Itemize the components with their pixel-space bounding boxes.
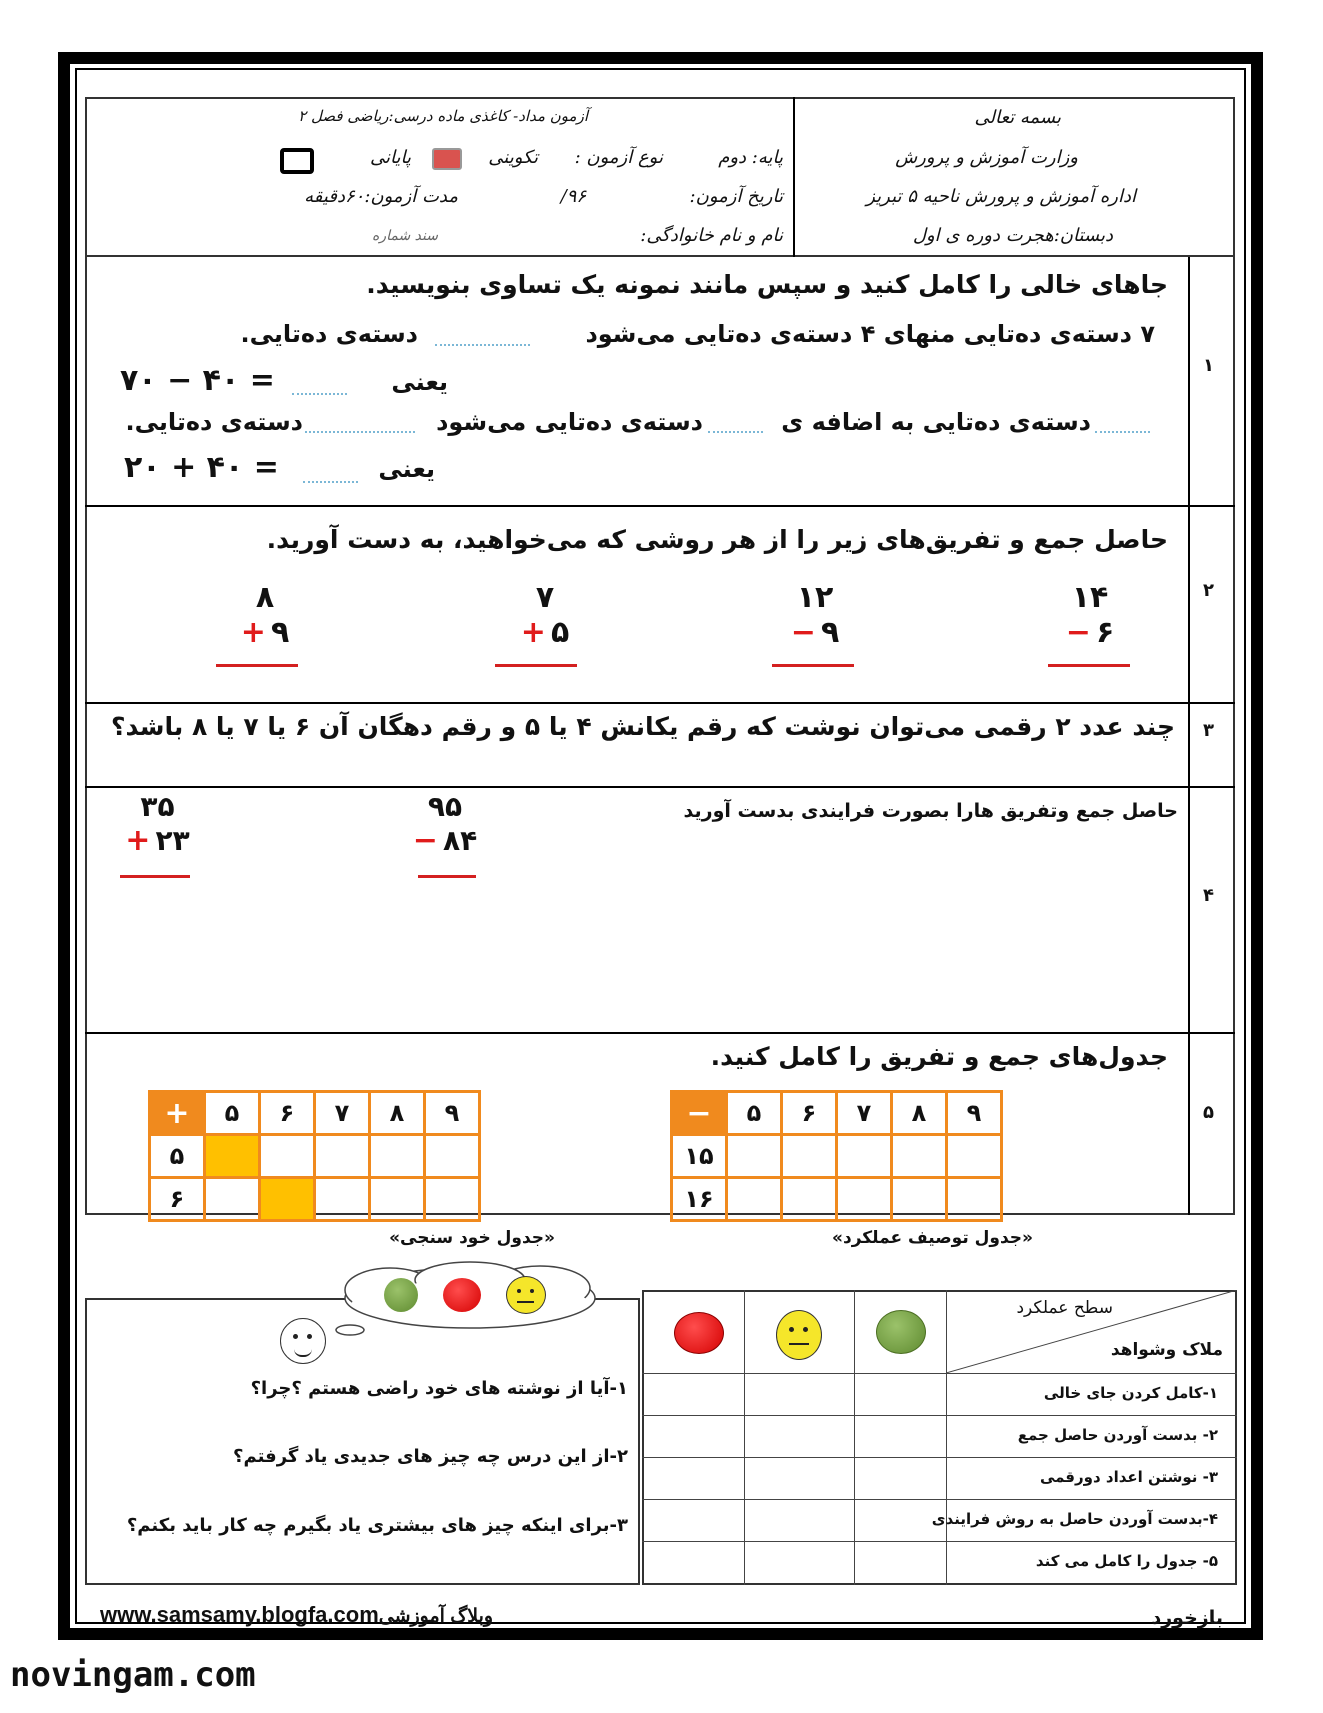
- divider-q4-q5: [85, 1032, 1235, 1034]
- sub-cell[interactable]: [892, 1178, 947, 1221]
- q2-p3-top: ۷: [535, 580, 555, 615]
- final-checkbox[interactable]: [280, 148, 314, 174]
- q1-yani-1: یعنی: [391, 368, 448, 396]
- duration: مدت آزمون:۶۰دقیقه: [304, 186, 458, 207]
- add-cell-highlighted[interactable]: [205, 1135, 260, 1178]
- add-cell-highlighted[interactable]: [260, 1178, 315, 1221]
- q4-p2-bottom: ۲۳: [155, 824, 190, 857]
- cloud-green-circle-icon: [384, 1278, 418, 1312]
- sub-row-1: ۱۵: [672, 1135, 727, 1178]
- perf-criterion-2: ۲- بدست آوردن حاصل جمع: [1017, 1426, 1218, 1444]
- green-circle-icon: [876, 1310, 926, 1354]
- feedback-label: بازخورد: [1151, 1607, 1223, 1629]
- basmala: بسمه تعالی: [974, 107, 1061, 128]
- q2-instruction: حاصل جمع و تفریق‌های زیر را از هر روشی که می‌خواهید، به دست آورید.: [266, 525, 1168, 554]
- q1-instruction: جاهای خالی را کامل کنید و سپس مانند نمونه یک تساوی بنویسید.: [366, 270, 1168, 299]
- sub-col-4: ۸: [892, 1092, 947, 1135]
- q1-equation-1: ۷۰ − ۴۰ =: [120, 363, 275, 398]
- perf-row-line: [642, 1541, 1237, 1542]
- q4-p1-line: [418, 875, 476, 878]
- addition-table: [148, 1090, 481, 1222]
- q4-p2-op: +: [125, 823, 151, 858]
- sub-col-5: ۹: [947, 1092, 1002, 1135]
- q3-text: چند عدد ۲ رقمی می‌توان نوشت که رقم یکانش ۴ یا ۵ و رقم دهگان آن ۶ یا ۷ یا ۸ باشد؟: [110, 712, 1175, 741]
- q2-p3-op: +: [520, 615, 546, 650]
- q2-p4-line: [216, 664, 298, 667]
- add-cell[interactable]: [205, 1178, 260, 1221]
- exam-type-final: پایانی: [369, 147, 411, 168]
- q4-p1-bottom: ۸۴: [443, 824, 478, 857]
- q2-p4-top: ۸: [255, 580, 275, 615]
- sub-cell[interactable]: [837, 1135, 892, 1178]
- q1-equation-2: ۲۰ + ۴۰ =: [124, 450, 279, 485]
- q2-p3-bottom: ۵: [550, 615, 570, 650]
- q2-p2-line: [772, 664, 854, 667]
- q1-line2-part3: دسته‌ی ده‌تایی.: [125, 408, 303, 436]
- q1-line1-part2: دسته‌ی ده‌تایی.: [240, 320, 418, 348]
- perf-row-line: [642, 1499, 1237, 1500]
- q3-number: ۳: [1203, 720, 1214, 741]
- q2-problem-4: [225, 580, 305, 650]
- q1-line2-part1: دسته‌ی ده‌تایی به اضافه ی: [781, 408, 1091, 436]
- q1-blank-1[interactable]: [435, 343, 530, 346]
- perf-row-line: [642, 1457, 1237, 1458]
- add-row-2: ۶: [150, 1178, 205, 1221]
- sub-cell[interactable]: [947, 1178, 1002, 1221]
- self-question-1: ۱-آیا از نوشته های خود راضی هستم ؟چرا؟: [250, 1378, 628, 1399]
- q5-instruction: جدول‌های جمع و تفریق را کامل کنید.: [710, 1042, 1168, 1071]
- add-col-3: ۷: [315, 1092, 370, 1135]
- q1-number: ۱: [1203, 355, 1214, 376]
- perf-criterion-1: ۱-کامل کردن جای خالی: [1043, 1384, 1218, 1402]
- add-col-5: ۹: [425, 1092, 480, 1135]
- name-label: نام و نام خانوادگی:: [640, 225, 783, 246]
- q2-p2-op: −: [790, 615, 816, 650]
- q2-p4-bottom: ۹: [270, 615, 290, 650]
- q2-p1-line: [1048, 664, 1130, 667]
- perf-criterion-4: ۴-بدست آوردن حاصل به روش فرایندی: [931, 1510, 1218, 1528]
- perf-row-line: [642, 1373, 1237, 1374]
- q4-problem-2: [115, 790, 200, 858]
- add-table-op: +: [150, 1092, 205, 1135]
- doc-number: سند شماره: [372, 228, 438, 244]
- q2-p1-op: −: [1065, 615, 1091, 650]
- add-cell[interactable]: [260, 1135, 315, 1178]
- add-cell[interactable]: [425, 1178, 480, 1221]
- perf-table-title: «جدول توصیف عملکرد»: [832, 1228, 1033, 1248]
- sub-row-2: ۱۶: [672, 1178, 727, 1221]
- q1-line1-part1: ۷ دسته‌ی ده‌تایی منهای ۴ دسته‌ی ده‌تایی می‌شود: [585, 320, 1155, 348]
- q1-blank-2[interactable]: [1095, 430, 1150, 433]
- sub-cell[interactable]: [892, 1135, 947, 1178]
- formative-checkbox-checked[interactable]: [432, 148, 462, 170]
- sub-cell[interactable]: [782, 1135, 837, 1178]
- q2-p3-line: [495, 664, 577, 667]
- perf-criterion-5: ۵- جدول را کامل می کند: [1035, 1552, 1218, 1570]
- q4-instruction: حاصل جمع وتفریق هارا بصورت فرایندی بدست آورید: [683, 800, 1178, 822]
- add-cell[interactable]: [370, 1135, 425, 1178]
- q1-answer-blank-2[interactable]: [303, 480, 358, 483]
- q1-yani-2: یعنی: [378, 455, 435, 483]
- school-name: دبستان:هجرت دوره ی اول: [912, 225, 1113, 246]
- red-circle-icon: [674, 1312, 724, 1354]
- q4-p2-top: ۳۵: [140, 790, 175, 823]
- ministry: وزارت آموزش و پرورش: [895, 147, 1078, 168]
- cloud-smiley-icon: [506, 1276, 546, 1314]
- q4-number: ۴: [1203, 885, 1214, 906]
- q4-p2-line: [120, 875, 190, 878]
- number-column-divider: [1188, 257, 1190, 1215]
- self-table-title: «جدول خود سنجی»: [389, 1228, 555, 1248]
- add-cell[interactable]: [315, 1178, 370, 1221]
- perf-level-label: سطح عملکرد: [1016, 1298, 1113, 1318]
- q4-problem-1: [410, 790, 480, 858]
- blog-footer: [100, 1602, 493, 1628]
- grade: پایه: دوم: [718, 147, 783, 168]
- self-question-3: ۳-برای اینکه چیز های بیشتری یاد بگیرم چه کار باید بکنم؟: [126, 1515, 628, 1536]
- sub-cell[interactable]: [727, 1178, 782, 1221]
- q2-problem-2: [775, 580, 855, 650]
- q2-p4-op: +: [240, 615, 266, 650]
- sub-col-1: ۵: [727, 1092, 782, 1135]
- q1-answer-blank-1[interactable]: [292, 392, 347, 395]
- cloud-red-circle-icon: [443, 1278, 481, 1312]
- q2-p1-bottom: ۶: [1095, 615, 1115, 650]
- sub-cell[interactable]: [947, 1135, 1002, 1178]
- sub-col-2: ۶: [782, 1092, 837, 1135]
- add-col-4: ۸: [370, 1092, 425, 1135]
- blog-label: وبلاگ آموزشی: [378, 1606, 494, 1627]
- sub-cell[interactable]: [782, 1178, 837, 1221]
- sub-col-3: ۷: [837, 1092, 892, 1135]
- q1-blank-3[interactable]: [708, 430, 763, 433]
- header-divider: [793, 97, 795, 257]
- date-label: تاریخ آزمون:: [689, 186, 783, 207]
- q2-problem-3: [505, 580, 585, 650]
- perf-criterion-3: ۳- نوشتن اعداد دورقمی: [1039, 1468, 1218, 1486]
- divider-q3-q4: [85, 786, 1235, 788]
- perf-criteria-label: ملاک وشواهد: [1110, 1340, 1223, 1360]
- exam-title: آزمون مداد- کاغذی ماده درسی:ریاضی فصل ۲: [298, 107, 588, 125]
- add-cell[interactable]: [315, 1135, 370, 1178]
- add-cell[interactable]: [370, 1178, 425, 1221]
- add-col-1: ۵: [205, 1092, 260, 1135]
- office: اداره آموزش و پرورش ناحیه ۵ تبریز: [866, 186, 1136, 207]
- q2-problem-1: [1050, 580, 1130, 650]
- subtraction-table: [670, 1090, 1003, 1222]
- sub-cell[interactable]: [837, 1178, 892, 1221]
- blog-url[interactable]: www.samsamy.blogfa.com: [100, 1602, 379, 1627]
- exam-type-label: نوع آزمون :: [574, 147, 663, 168]
- watermark: novingam.com: [10, 1655, 256, 1695]
- q2-p1-top: ۱۴: [1071, 580, 1109, 615]
- date-value: ۹۶/: [560, 186, 586, 207]
- q1-line2-part2: دسته‌ی ده‌تایی می‌شود: [436, 408, 703, 436]
- q2-number: ۲: [1203, 580, 1214, 601]
- q4-p1-top: ۹۵: [427, 790, 463, 823]
- sub-table-op: −: [672, 1092, 727, 1135]
- self-assessment-box: [85, 1298, 640, 1585]
- self-question-2: ۲-از این درس چه چیز های جدیدی یاد گرفتم؟: [233, 1446, 628, 1467]
- add-row-1: ۵: [150, 1135, 205, 1178]
- q4-p1-op: −: [412, 823, 438, 858]
- q1-blank-4[interactable]: [305, 430, 415, 433]
- add-col-2: ۶: [260, 1092, 315, 1135]
- add-cell[interactable]: [425, 1135, 480, 1178]
- smiley-face-icon: [776, 1310, 822, 1360]
- exam-type-formative: تکوینی: [488, 147, 538, 168]
- sub-cell[interactable]: [727, 1135, 782, 1178]
- q5-number: ۵: [1203, 1102, 1214, 1123]
- perf-row-line: [642, 1415, 1237, 1416]
- divider-q1-q2: [85, 505, 1235, 507]
- q2-p2-bottom: ۹: [820, 615, 840, 650]
- divider-q2-q3: [85, 702, 1235, 704]
- q2-p2-top: ۱۲: [796, 580, 834, 615]
- thinking-face-icon: [280, 1318, 326, 1364]
